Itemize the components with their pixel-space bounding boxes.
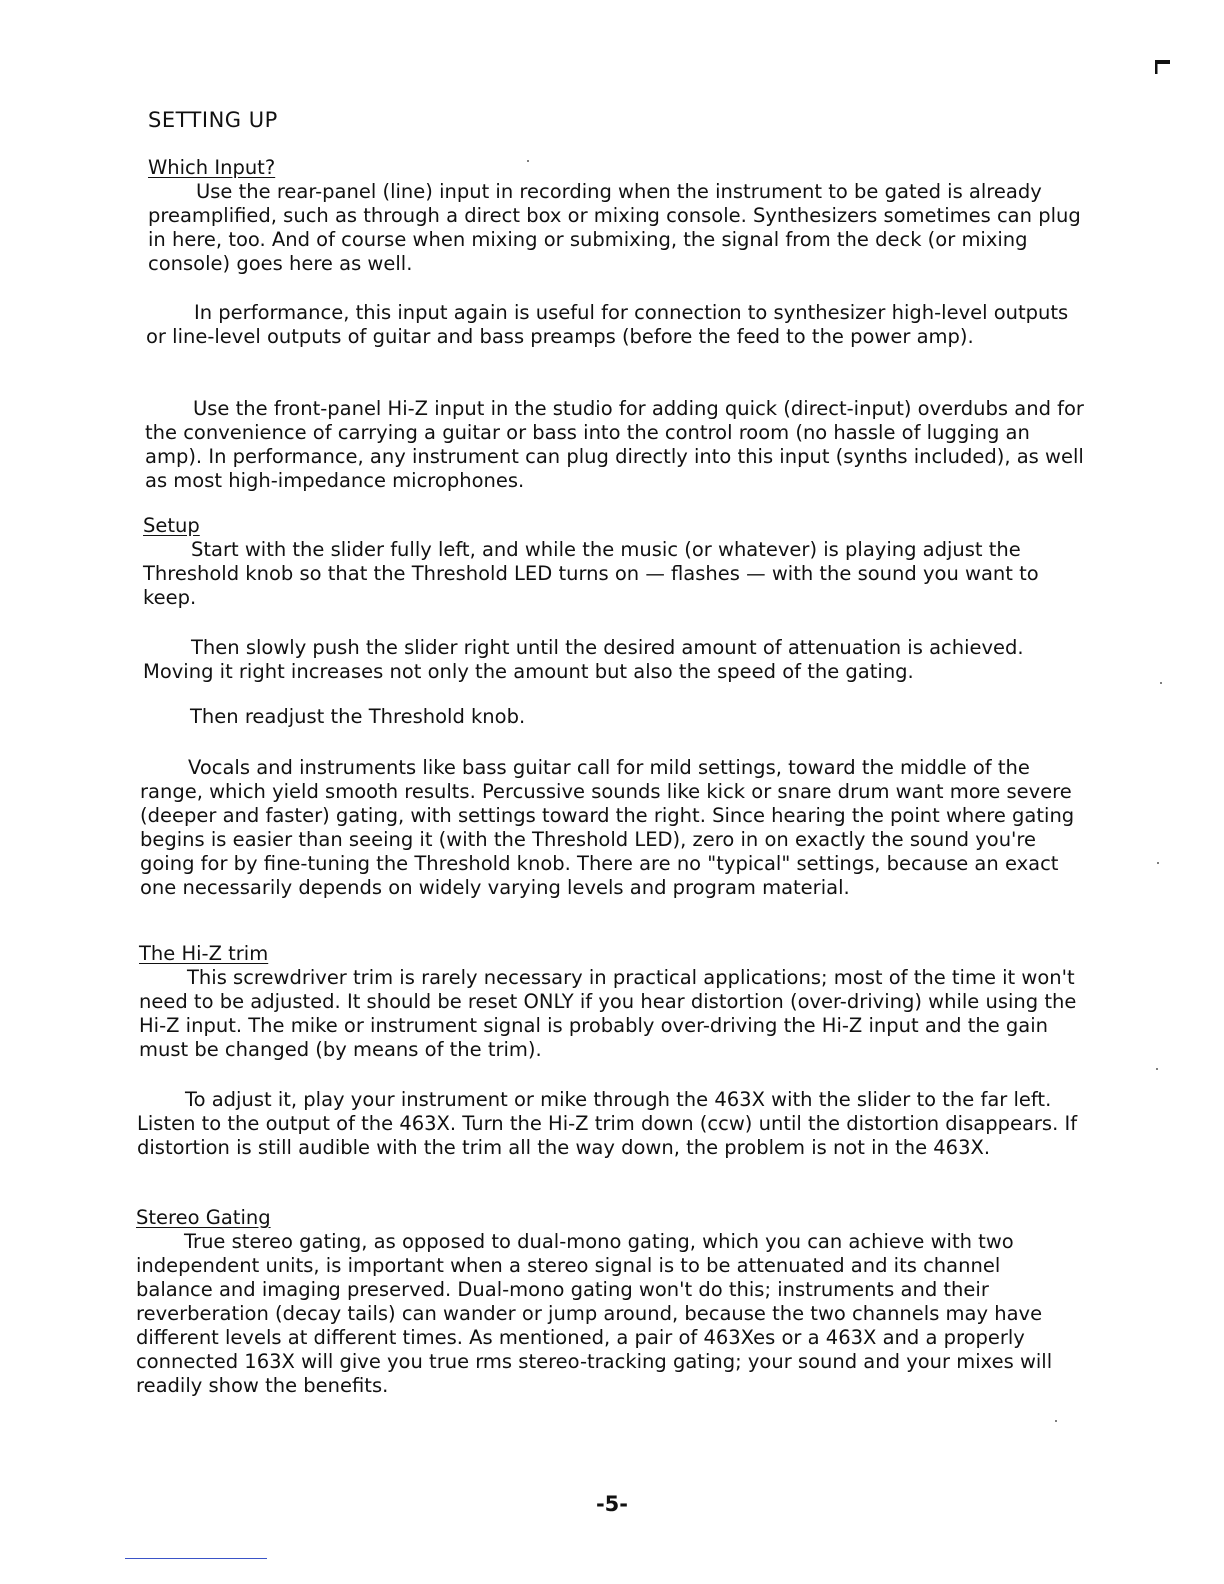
section-stereo-gating <box>136 1206 1081 1398</box>
scan-speck <box>1156 1068 1158 1070</box>
page-title: SETTING UP <box>148 108 278 132</box>
section-heading: The Hi-Z trim <box>139 942 269 965</box>
paragraph: This screwdriver trim is rarely necessary in practical applications; most of the time it won't need to be adjusted. It should be reset ONLY if you hear distortion (over-driving) while using the Hi-Z input. The mike or instrument signal is probably over-driving the Hi-Z input and the gain must be changed (by means of the trim). <box>139 966 1077 1061</box>
page-number: -5- <box>595 1492 629 1516</box>
section-heading: Stereo Gating <box>136 1206 271 1229</box>
section-heading: Setup <box>143 514 200 537</box>
paragraph: To adjust it, play your instrument or mike through the 463X with the slider to the far left. Listen to the output of the 463X. Turn the Hi-Z trim down (ccw) until the distortion disappears. If distortion is still audible with the trim all the way down, the problem is not in the 463X. <box>137 1088 1078 1159</box>
paragraph: Start with the slider fully left, and while the music (or whatever) is playing adjust the Threshold knob so that the Threshold LED turns on — flashes — with the sound you want to keep. <box>143 538 1039 609</box>
paragraph: Use the front-panel Hi-Z input in the studio for adding quick (direct-input) overdubs and for the convenience of carrying a guitar or bass into the control room (no hassle of lugging an amp). In performance, any instrument can plug directly into this input (synths included), as well as most high-impedance microphones. <box>145 397 1084 492</box>
footnote-rule <box>125 1558 267 1559</box>
paragraph: Vocals and instruments like bass guitar call for mild settings, toward the middle of the range, which yield smooth results. Percussive sounds like kick or snare drum want more severe (deeper and faster) gating, with settings toward the right. Since hearing the point where gating begins is easier than seeing it (with the Threshold LED), zero in on exactly the sound you're going for by fine-tuning the Threshold knob. There are no "typical" settings, because an exact one necessarily depends on widely varying levels and program material. <box>140 756 1075 899</box>
section-setup-cont-2 <box>142 705 1087 729</box>
paragraph: Use the rear-panel (line) input in recording when the instrument to be gated is already preamplified, such as through a direct box or mixing console. Synthesizers sometimes can plug in here, too. And of course when mixing or submixing, the signal from the deck (or mixing console) goes here as well. <box>148 180 1081 275</box>
scan-speck <box>1157 862 1159 864</box>
section-setup-cont-3 <box>140 756 1085 900</box>
section-heading: Which Input? <box>148 156 276 179</box>
paragraph: Then readjust the Threshold knob. <box>190 705 526 728</box>
section-hi-z-trim <box>139 942 1084 1062</box>
scan-speck <box>527 160 529 162</box>
paragraph: In performance, this input again is useful for connection to synthesizer high-level outputs or line-level outputs of guitar and bass preamps (before the feed to the power amp). <box>146 301 1069 348</box>
paragraph: True stereo gating, as opposed to dual-mono gating, which you can achieve with two independent units, is important when a stereo signal is to be attenuated and its channel balance and imaging preserved. Dual-mono gating won't do this; instruments and their reverberation (decay tails) can wander or jump around, because the two channels may have different levels at different times. As mentioned, a pair of 463Xes or a 463X and a properly connected 163X will give you true rms stereo-tracking gating; your sound and your mixes will readily show the benefits. <box>136 1230 1053 1397</box>
section-which-input-cont-2 <box>145 397 1090 493</box>
section-setup-cont-1 <box>143 636 1088 684</box>
section-which-input-cont-1 <box>146 301 1091 349</box>
section-which-input <box>148 156 1093 276</box>
scan-speck <box>1160 682 1162 684</box>
scan-speck <box>1055 1420 1057 1422</box>
corner-mark-icon <box>1155 60 1171 74</box>
section-hi-z-trim-cont-1 <box>137 1088 1082 1160</box>
section-setup <box>143 514 1088 610</box>
paragraph: Then slowly push the slider right until the desired amount of attenuation is achieved. Moving it right increases not only the amount but also the speed of the gating. <box>143 636 1024 683</box>
